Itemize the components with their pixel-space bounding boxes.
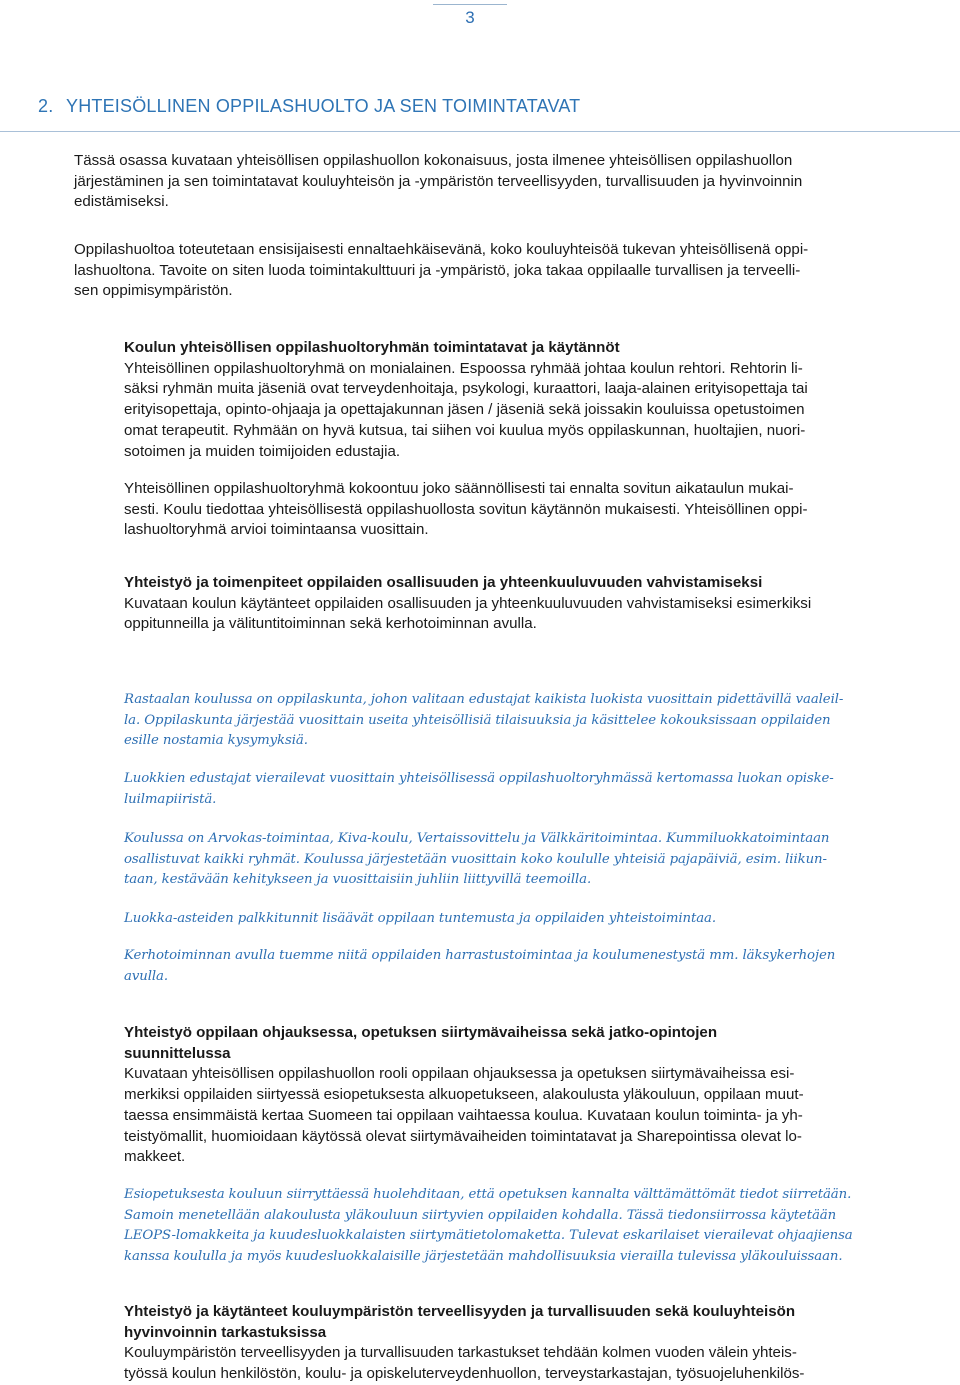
text-line: erityisopettaja, opinto-ohjaaja ja opettajakunnan jäsen / jäseniä sekä joissakin kouluissa opetustoimen xyxy=(124,401,805,419)
example-line: kanssa koululla ja myös kuudesluokkalaisille järjestetään mahdollisuuksia vierailla tulevissa yläkouluissaan. xyxy=(124,1249,843,1265)
section-guidance xyxy=(124,1023,804,1168)
example-paragraph xyxy=(124,1185,853,1268)
section-participation xyxy=(124,573,811,635)
text-line: taessa ensimmäistä kertaa Suomeen tai oppilaan vaihtaessa koulua. Kuvataan koulun toiminta- ja yh- xyxy=(124,1106,803,1124)
paragraph-meetings xyxy=(124,479,808,541)
example-line: Rastaalan koulussa on oppilaskunta, johon valitaan edustajat kaikista luokista vuosittain pidettävillä vaaleil- xyxy=(124,692,844,707)
heading-rule xyxy=(0,131,960,132)
intro-paragraph xyxy=(74,151,802,213)
section-number: 2. xyxy=(38,96,54,116)
text-line: Yhteisöllinen oppilashuoltoryhmä kokoontuu joko säännöllisesti tai ennalta sovitun aikataulun mukai- xyxy=(124,480,794,497)
subsection-title: Yhteistyö ja käytänteet kouluympäristön terveellisyyden ja turvallisuuden sekä kouluyhteisön xyxy=(124,1303,796,1320)
subsection-title: suunnittelussa xyxy=(124,1044,231,1062)
subsection-title: Yhteistyö oppilaan ohjauksessa, opetuksen siirtymävaiheissa sekä jatko-opintojen xyxy=(124,1024,718,1041)
example-line: osallistuvat kaikki ryhmät. Koulussa järjestetään vuosittain koko koululle yhteisiä pajapäiviä, esim. liikun- xyxy=(124,851,827,867)
text-line: merkiksi oppilaiden siirtyessä esiopetuksesta alkuopetukseen, alakoulusta yläkouluun, oppilaan muut- xyxy=(124,1086,804,1104)
text-line: työssä koulun henkilöstön, koulu- ja opiskeluterveydenhuollon, terveystarkastajan, työsuojeluhenkilös- xyxy=(124,1365,805,1383)
text-line: lashuoltoryhmä arvioi toimintaansa vuosittain. xyxy=(124,521,429,539)
text-line: omat terapeutit. Ryhmään on hyvä kutsua, tai siihen voi kuulua myös oppilaskunnan, huoltajien, nuori- xyxy=(124,421,806,439)
text-line: sesti. Koulu tiedottaa yhteisöllisestä oppilashuollosta sovitun käytännön mukaisesti. Yhteisöllinen oppi- xyxy=(124,500,808,518)
example-line: la. Oppilaskunta järjestää vuosittain useita yhteisöllisiä tilaisuuksia ja käsittelee kokouksissaan oppilaiden xyxy=(124,712,831,728)
subsection-title: Yhteistyö ja toimenpiteet oppilaiden osallisuuden ja yhteenkuuluvuuden vahvistamiseksi xyxy=(124,574,763,591)
example-line: Kerhotoiminnan avulla tuemme niitä oppilaiden harrastustoimintaa ja koulumenestystä mm. läksykerhojen xyxy=(124,948,836,963)
section-group-practices xyxy=(124,338,808,462)
text-line: säksi ryhmän muita jäseniä ovat terveydenhoitaja, psykologi, kuraattori, laaja-alainen erityisopettaja tai xyxy=(124,380,808,398)
example-line: taan, kestävään kehitykseen ja vuosittaisiin juhliin liittyvillä teemoilla. xyxy=(124,872,592,888)
text-line: Kuvataan yhteisöllisen oppilashuollon rooli oppilaan ohjauksessa ja opetuksen siirtymävaiheissa esi- xyxy=(124,1065,795,1083)
example-line: luilmapiiristä. xyxy=(124,791,217,807)
example-line: Samoin menetellään alakoulusta yläkouluun siirtyvien oppilaiden kohdalla. Tässä tiedonsiirrossa käytetään xyxy=(124,1207,837,1223)
page-number-rule xyxy=(433,4,507,5)
example-line: Esiopetuksesta kouluun siirryttäessä huolehditaan, että opetuksen kannalta välttämättömät tiedot siirretään. xyxy=(124,1187,852,1202)
example-paragraph xyxy=(124,829,829,891)
section-title: YHTEISÖLLINEN OPPILASHUOLTO JA SEN TOIMINTATAVAT xyxy=(66,96,581,116)
text-line: Kouluympäristön terveellisyyden ja turvallisuuden tarkastukset tehdään kolmen vuoden välein yhteis- xyxy=(124,1344,797,1362)
example-paragraph xyxy=(124,909,716,930)
text-line: lashuoltona. Tavoite on siten luoda toimintakulttuuri ja -ympäristö, joka takaa oppilaalle turvallisen ja terveelli- xyxy=(74,261,801,279)
text-line: edistämiseksi. xyxy=(74,193,169,211)
section-heading xyxy=(38,96,580,117)
text-line: Tässä osassa kuvataan yhteisöllisen oppilashuollon kokonaisuus, josta ilmenee yhteisöllisen oppilashuollon xyxy=(74,152,793,169)
section-environment xyxy=(124,1302,804,1385)
example-paragraph xyxy=(124,946,835,987)
text-line: sen oppimisympäristön. xyxy=(74,282,233,300)
text-line: teistyömallit, huomioidaan käytössä olevat siirtymävaiheiden toimintatavat ja Sharepointissa olevat lo- xyxy=(124,1127,802,1145)
example-line: Luokka-asteiden palkkitunnit lisäävät oppilaan tuntemusta ja oppilaiden yhteistoimintaa. xyxy=(124,911,716,926)
page-number: 3 xyxy=(465,8,475,27)
example-paragraph xyxy=(124,690,843,752)
subsection-title: hyvinvoinnin tarkastuksissa xyxy=(124,1323,327,1341)
paragraph-prevention xyxy=(74,240,808,302)
example-line: Koulussa on Arvokas-toimintaa, Kiva-koulu, Vertaissovittelu ja Välkkäritoimintaa. Kummiluokkatoimintaan xyxy=(124,831,830,846)
example-paragraph xyxy=(124,769,834,810)
text-line: makkeet. xyxy=(124,1148,186,1166)
subsection-title: Koulun yhteisöllisen oppilashuoltoryhmän toimintatavat ja käytännöt xyxy=(124,339,620,356)
text-line: sotoimen ja muiden toimijoiden edustajia. xyxy=(124,442,401,460)
example-line: avulla. xyxy=(124,968,168,984)
example-line: LEOPS-lomakkeita ja kuudesluokkalaisten siirtymätietolomaketta. Tulevat eskarilaiset vierailevat ohjaajiensa xyxy=(124,1228,853,1244)
example-line: Luokkien edustajat vierailevat vuosittain yhteisöllisessä oppilashuoltoryhmässä kertomassa luokan opiske- xyxy=(124,771,834,786)
text-line: Oppilashuoltoa toteutetaan ensisijaisesti ennaltaehkäisevänä, koko kouluyhteisöä tukevan yhteisöllisenä oppi- xyxy=(74,241,809,258)
text-line: Yhteisöllinen oppilashuoltoryhmä on monialainen. Espoossa ryhmää johtaa koulun rehtori. Rehtorin li- xyxy=(124,359,803,377)
text-line: järjestäminen ja sen toimintatavat kouluyhteisön ja -ympäristön terveellisyyden, turvallisuuden ja hyvinvoinnin xyxy=(74,172,803,190)
text-line: oppitunneilla ja välituntitoiminnan sekä kerhotoiminnan avulla. xyxy=(124,615,537,633)
example-line: esille nostamia kysymyksiä. xyxy=(124,733,308,749)
text-line: Kuvataan koulun käytänteet oppilaiden osallisuuden ja yhteenkuuluvuuden vahvistamiseksi esimerkiksi xyxy=(124,594,812,612)
